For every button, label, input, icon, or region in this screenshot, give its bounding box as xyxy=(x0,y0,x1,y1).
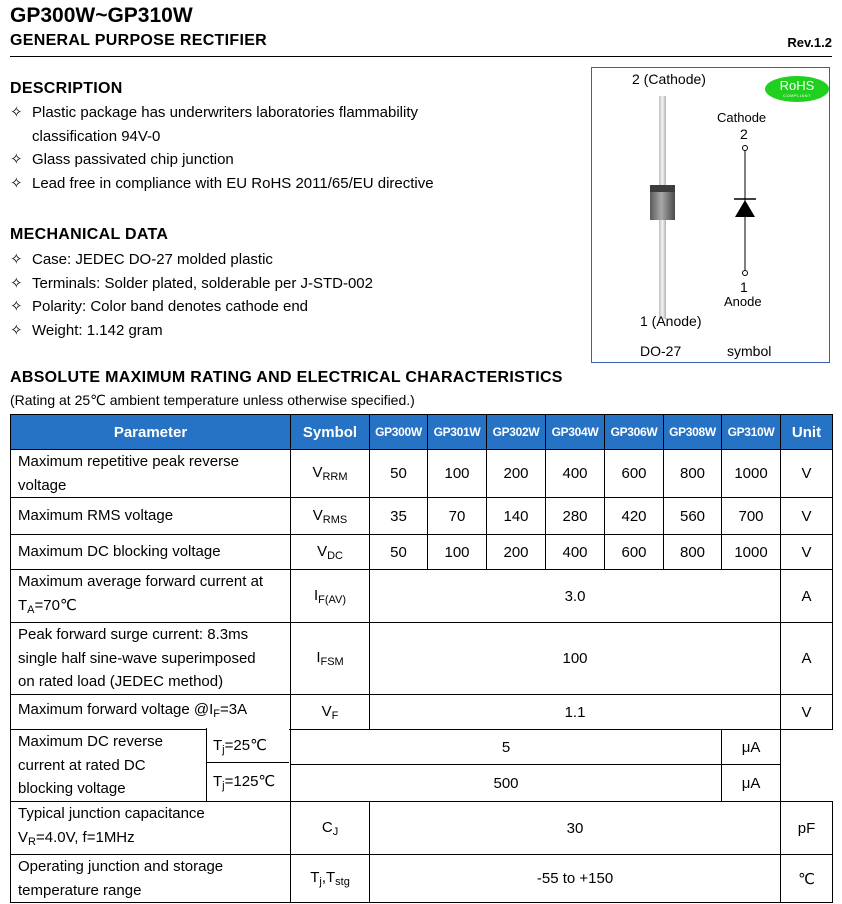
value-cell: 400 xyxy=(546,450,605,498)
cathode-terminal xyxy=(743,146,748,151)
value-cell: -55 to +150 xyxy=(370,855,781,903)
description-list xyxy=(10,101,580,195)
unit-cell: V xyxy=(781,450,833,498)
param-cell: Maximum repetitive peak reverse voltage xyxy=(11,450,291,498)
value-cell: 200 xyxy=(487,535,546,570)
param-cell: Maximum RMS voltage xyxy=(11,498,291,535)
value-cell: 50 xyxy=(370,450,428,498)
unit-cell: V xyxy=(781,498,833,535)
bullet-icon: ✧ xyxy=(10,251,23,268)
symbol-cell: $I_{FSM}$ xyxy=(291,623,370,695)
ir-condition-25c: $T_j=25℃$ xyxy=(206,728,289,763)
value-cell: 1.1 xyxy=(370,695,781,730)
list-item: ✧ Case: JEDEC DO-27 molded plastic xyxy=(10,248,580,272)
unit-cell: A xyxy=(781,570,833,623)
value-cell: 400 xyxy=(546,535,605,570)
column-parameter: Parameter xyxy=(11,415,291,450)
cathode-band xyxy=(650,185,675,192)
param-cell: Peak forward surge current: 8.3ms single half sine-wave superimposed on rated load (JEDEC method) xyxy=(11,623,291,695)
bullet-icon: ✧ xyxy=(10,298,23,315)
symbol-cell: $V_{RRM}$ xyxy=(291,450,370,498)
symbol-anode-label: Anode xyxy=(724,294,762,309)
ratings-note: (Rating at 25℃ ambient temperature unless otherwise specified.) xyxy=(10,392,415,408)
table-row xyxy=(11,498,833,535)
symbol-cell: $V_{RMS}$ xyxy=(291,498,370,535)
package-figure xyxy=(591,67,830,363)
bullet-icon: ✧ xyxy=(10,104,23,121)
param-cell: Operating junction and storage temperature range xyxy=(11,855,291,903)
bullet-icon: ✧ xyxy=(10,151,23,168)
ir-condition-125c: $T_j=125℃$ xyxy=(206,763,289,800)
column-symbol: Symbol xyxy=(291,415,370,450)
anode-terminal xyxy=(743,271,748,276)
value-cell: 1000 xyxy=(722,535,781,570)
value-cell: 700 xyxy=(722,498,781,535)
description-heading: DESCRIPTION xyxy=(10,80,123,97)
anode-pin-label: 1 (Anode) xyxy=(640,313,702,329)
table-row xyxy=(11,570,833,623)
list-item: ✧ Plastic package has underwriters laboratories flammability xyxy=(10,101,580,125)
list-item: ✧ Terminals: Solder plated, solderable per J-STD-002 xyxy=(10,272,580,296)
table-row xyxy=(11,855,833,903)
revision-label: Rev.1.2 xyxy=(787,35,832,50)
value-cell: 560 xyxy=(664,498,722,535)
ratings-table xyxy=(10,414,833,903)
value-cell: 600 xyxy=(605,535,664,570)
bullet-icon: ✧ xyxy=(10,274,23,292)
value-cell: 5 xyxy=(291,730,722,765)
value-cell: 100 xyxy=(428,535,487,570)
list-item: ✧ Polarity: Color band denotes cathode end xyxy=(10,295,580,319)
unit-cell: pF xyxy=(781,802,833,855)
unit-cell: V xyxy=(781,535,833,570)
header-rule xyxy=(10,56,832,57)
document-subtitle: GENERAL PURPOSE RECTIFIER xyxy=(10,32,268,49)
symbol-caption: symbol xyxy=(727,343,772,359)
bullet-icon: ✧ xyxy=(10,174,23,192)
column-part: GP301W xyxy=(428,415,487,450)
column-part: GP300W xyxy=(370,415,428,450)
value-cell: 1000 xyxy=(722,450,781,498)
mechanical-list xyxy=(10,248,580,342)
symbol-cathode-label: Cathode xyxy=(717,110,767,125)
unit-cell: μA xyxy=(722,730,781,765)
symbol-cell: $V_{DC}$ xyxy=(291,535,370,570)
value-cell: 30 xyxy=(370,802,781,855)
value-cell: 70 xyxy=(428,498,487,535)
value-cell: 800 xyxy=(664,535,722,570)
param-cell: Maximum forward voltage $@I_F=3A$ xyxy=(11,695,291,730)
value-cell: 35 xyxy=(370,498,428,535)
table-row xyxy=(11,450,833,498)
value-cell: 100 xyxy=(428,450,487,498)
symbol-cell: $I_{F(AV)}$ xyxy=(291,570,370,623)
value-cell: 280 xyxy=(546,498,605,535)
column-part: GP306W xyxy=(605,415,664,450)
value-cell: 100 xyxy=(370,623,781,695)
cathode-pin-label: 2 (Cathode) xyxy=(632,71,706,87)
rohs-badge: RoHS COMPLIANT xyxy=(765,76,829,102)
value-cell: 800 xyxy=(664,450,722,498)
param-cell: Maximum DC blocking voltage xyxy=(11,535,291,570)
value-cell: 200 xyxy=(487,450,546,498)
symbol-cell: $V_F$ xyxy=(291,695,370,730)
cathode-lead xyxy=(659,96,666,186)
unit-cell: μA xyxy=(722,765,781,802)
bullet-icon: ✧ xyxy=(10,321,23,339)
table-row xyxy=(11,730,833,765)
list-item: ✧ Weight: 1.142 gram xyxy=(10,319,580,343)
column-part: GP304W xyxy=(546,415,605,450)
value-cell: 140 xyxy=(487,498,546,535)
anode-lead xyxy=(659,219,666,319)
diode-triangle xyxy=(735,200,755,217)
column-part: GP310W xyxy=(722,415,781,450)
column-unit: Unit xyxy=(781,415,833,450)
unit-cell: ℃ xyxy=(781,855,833,903)
param-cell: Typical junction capacitance $V_R=4.0V$, f=1MHz xyxy=(11,802,291,855)
unit-cell: V xyxy=(781,695,833,730)
table-row xyxy=(11,535,833,570)
mechanical-heading: MECHANICAL DATA xyxy=(10,226,169,243)
column-part: GP308W xyxy=(664,415,722,450)
symbol-cell: $T_j,T_{stg}$ xyxy=(291,855,370,903)
unit-cell: A xyxy=(781,623,833,695)
package-caption: DO-27 xyxy=(640,343,682,359)
value-cell: 600 xyxy=(605,450,664,498)
value-cell: 500 xyxy=(291,765,722,802)
table-row xyxy=(11,695,833,730)
list-item-continuation: classification 94V-0 xyxy=(32,127,161,145)
param-cell: Maximum average forward current at $T_A=70℃$ xyxy=(11,570,291,623)
table-header-row xyxy=(11,415,833,450)
ratings-heading: ABSOLUTE MAXIMUM RATING AND ELECTRICAL CHARACTERISTICS xyxy=(10,369,563,386)
value-cell: 50 xyxy=(370,535,428,570)
value-cell: 3.0 xyxy=(370,570,781,623)
value-cell: 420 xyxy=(605,498,664,535)
symbol-cell: $C_J$ xyxy=(291,802,370,855)
table-row xyxy=(11,623,833,695)
list-item: ✧ Lead free in compliance with EU RoHS 2011/65/EU directive xyxy=(10,172,580,196)
symbol-anode-number: 1 xyxy=(740,279,748,295)
param-cell: Maximum DC reverse current at rated DC blocking voltage xyxy=(11,730,207,802)
diode-drawing xyxy=(592,68,828,361)
table-row xyxy=(11,802,833,855)
list-item: ✧ Glass passivated chip junction xyxy=(10,148,580,172)
ir-conditions xyxy=(206,728,290,800)
document-title: GP300W~GP310W xyxy=(10,4,193,27)
symbol-cathode-number: 2 xyxy=(740,126,748,142)
column-part: GP302W xyxy=(487,415,546,450)
